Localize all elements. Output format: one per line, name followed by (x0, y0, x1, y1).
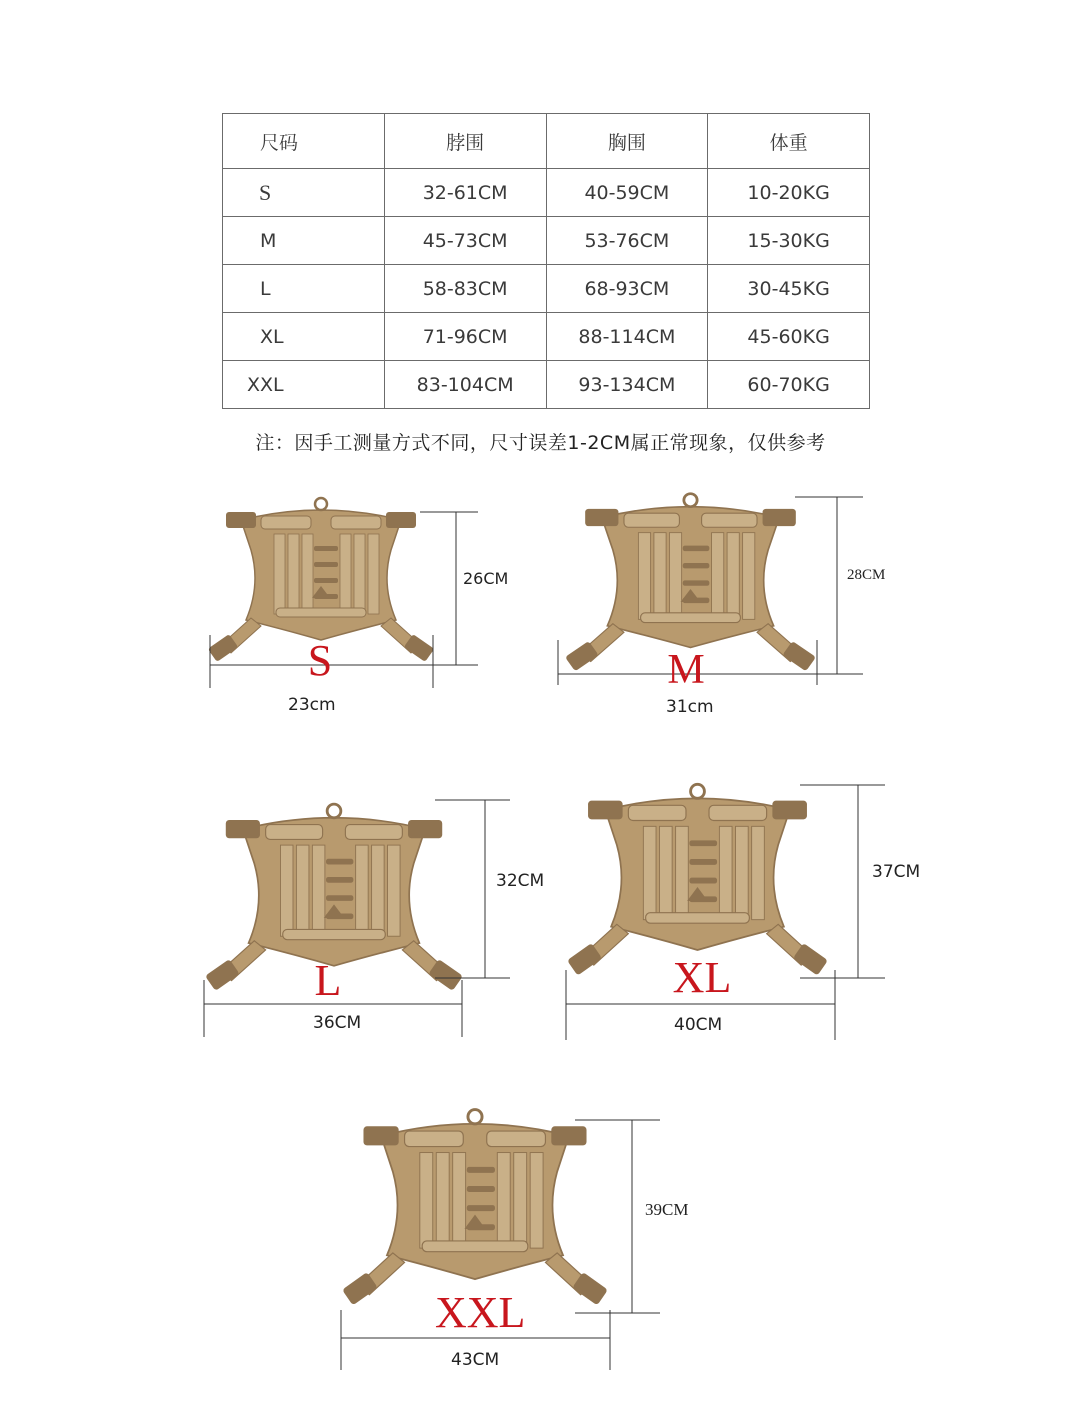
table-row (223, 169, 870, 217)
size-chart-table (222, 113, 870, 409)
table-row (223, 313, 870, 361)
harness-panel-l (200, 775, 550, 1045)
cell-neck: 71-96CM (384, 313, 546, 361)
cell-weight: 60-70KG (708, 361, 870, 409)
cell-chest: 93-134CM (546, 361, 708, 409)
cell-neck: 45-73CM (384, 217, 546, 265)
size-letter-s: S (307, 636, 333, 685)
table-row (223, 217, 870, 265)
cell-chest: 40-59CM (546, 169, 708, 217)
cell-neck: 32-61CM (384, 169, 546, 217)
height-label-l: 32CM (496, 871, 545, 891)
table-row (223, 265, 870, 313)
harness-panel-m (555, 480, 895, 725)
cell-weight: 45-60KG (708, 313, 870, 361)
size-letter-m: M (667, 647, 705, 693)
cell-size: M (223, 217, 385, 265)
header-chest: 胸围 (546, 114, 708, 169)
table-header-row (223, 114, 870, 169)
cell-chest: 53-76CM (546, 217, 708, 265)
size-letter-l: L (314, 956, 342, 1005)
dimension-lines-l (200, 775, 550, 1045)
harness-panel-s (200, 485, 509, 725)
cell-size: XXL (223, 361, 385, 409)
cell-size: L (223, 265, 385, 313)
size-letter-xl: XL (672, 953, 732, 1002)
dimension-lines-m (555, 480, 895, 725)
width-label-m: 31cm (666, 697, 714, 717)
harness-panel-xxl (335, 1095, 715, 1395)
cell-weight: 10-20KG (708, 169, 870, 217)
height-label-m: 28CM (847, 567, 886, 583)
cell-weight: 15-30KG (708, 217, 870, 265)
width-label-xxl: 43CM (451, 1350, 500, 1370)
width-label-l: 36CM (313, 1013, 362, 1033)
cell-weight: 30-45KG (708, 265, 870, 313)
height-label-xl: 37CM (872, 862, 921, 882)
cell-chest: 68-93CM (546, 265, 708, 313)
cell-size: XL (223, 313, 385, 361)
width-label-s: 23cm (288, 695, 336, 715)
table-row (223, 361, 870, 409)
cell-neck: 58-83CM (384, 265, 546, 313)
dimension-lines-xl (560, 760, 940, 1050)
dimension-lines-xxl (335, 1095, 715, 1395)
cell-chest: 88-114CM (546, 313, 708, 361)
height-label-xxl: 39CM (645, 1200, 689, 1219)
height-label-s: 26CM (463, 569, 509, 588)
cell-size: S (223, 169, 385, 217)
measurement-note: 注：因手工测量方式不同，尺寸误差1-2CM属正常现象，仅供参考 (255, 432, 826, 454)
cell-neck: 83-104CM (384, 361, 546, 409)
size-letter-xxl: XXL (435, 1288, 526, 1337)
header-size: 尺码 (223, 114, 385, 169)
harness-panel-xl (560, 760, 940, 1050)
width-label-xl: 40CM (674, 1015, 723, 1035)
header-weight: 体重 (708, 114, 870, 169)
header-neck: 脖围 (384, 114, 546, 169)
dimension-lines-s (200, 485, 500, 725)
